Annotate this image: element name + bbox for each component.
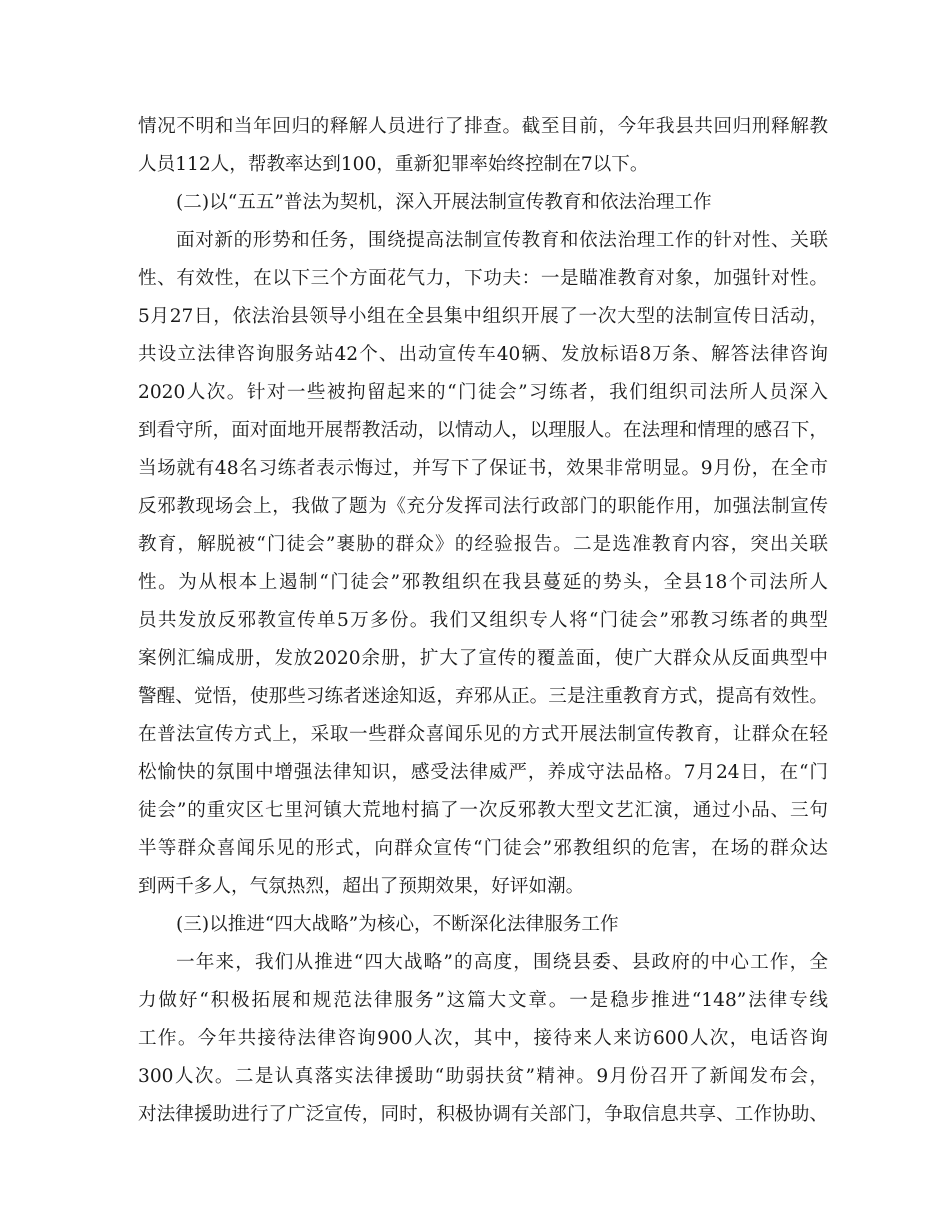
section-heading: (三)以推进“四大战略”为核心，不断深化法律服务工作: [176, 914, 619, 935]
paragraph-line: 面对新的形势和任务，围绕提高法制宣传教育和依法治理工作的针对性、关联: [176, 230, 828, 251]
paragraph-line: 半等群众喜闻乐见的形式，向群众宣传“门徒会”邪教组织的危害，在场的群众达: [138, 838, 828, 859]
paragraph-line: 性。为从根本上遏制“门徒会”邪教组织在我县蔓延的势头，全县18个司法所人: [138, 572, 828, 593]
paragraph-line: 力做好“积极拓展和规范法律服务”这篇大文章。一是稳步推进“148”法律专线: [138, 990, 828, 1011]
paragraph-line: 2020人次。针对一些被拘留起来的“门徒会”习练者，我们组织司法所人员深入: [138, 382, 828, 403]
paragraph-line: 工作。今年共接待法律咨询900人次，其中，接待来人来访600人次，电话咨询: [138, 1028, 828, 1049]
paragraph-line: 松愉快的氛围中增强法律知识，感受法律威严，养成守法品格。7月24日，在“门: [138, 762, 828, 783]
section-heading: (二)以“五五”普法为契机，深入开展法制宣传教育和依法治理工作: [176, 192, 712, 213]
paragraph-line: 员共发放反邪教宣传单5万多份。我们又组织专人将“门徒会”邪教习练者的典型: [138, 610, 828, 631]
paragraph-line: 到看守所，面对面地开展帮教活动，以情动人，以理服人。在法理和情理的感召下，: [138, 420, 828, 441]
paragraph-line: 人员112人，帮教率达到100，重新犯罪率始终控制在7以下。: [138, 154, 649, 175]
paragraph-line: 对法律援助进行了广泛宣传，同时，积极协调有关部门，争取信息共享、工作协助、: [138, 1104, 828, 1125]
paragraph-line: 5月27日，依法治县领导小组在全县集中组织开展了一次大型的法制宣传日活动，: [138, 306, 828, 327]
paragraph-line: 300人次。二是认真落实法律援助“助弱扶贫”精神。9月份召开了新闻发布会，: [138, 1066, 828, 1087]
paragraph-line: 反邪教现场会上，我做了题为《充分发挥司法行政部门的职能作用，加强法制宣传: [138, 496, 828, 517]
paragraph-line: 性、有效性，在以下三个方面花气力，下功夫：一是瞄准教育对象，加强针对性。: [138, 268, 828, 289]
paragraph-line: 共设立法律咨询服务站42个、出动宣传车40辆、发放标语8万条、解答法律咨询: [138, 344, 828, 365]
paragraph-line: 一年来，我们从推进“四大战略”的高度，围绕县委、县政府的中心工作，全: [176, 952, 828, 973]
paragraph-line: 当场就有48名习练者表示悔过，并写下了保证书，效果非常明显。9月份，在全市: [138, 458, 828, 479]
paragraph-line: 徒会”的重灾区七里河镇大荒地村搞了一次反邪教大型文艺汇演，通过小品、三句: [138, 800, 828, 821]
paragraph-line: 警醒、觉悟，使那些习练者迷途知返，弃邪从正。三是注重教育方式，提高有效性。: [138, 686, 828, 707]
paragraph-line: 情况不明和当年回归的释解人员进行了排查。截至目前，今年我县共回归刑释解教: [138, 116, 828, 137]
paragraph-line: 案例汇编成册，发放2020余册，扩大了宣传的覆盖面，使广大群众从反面典型中: [138, 648, 828, 669]
paragraph-line: 在普法宣传方式上，采取一些群众喜闻乐见的方式开展法制宣传教育，让群众在轻: [138, 724, 828, 745]
paragraph-line: 教育，解脱被“门徒会”裹胁的群众》的经验报告。二是选准教育内容，突出关联: [138, 534, 828, 555]
paragraph-line: 到两千多人，气氛热烈，超出了预期效果，好评如潮。: [138, 876, 585, 897]
